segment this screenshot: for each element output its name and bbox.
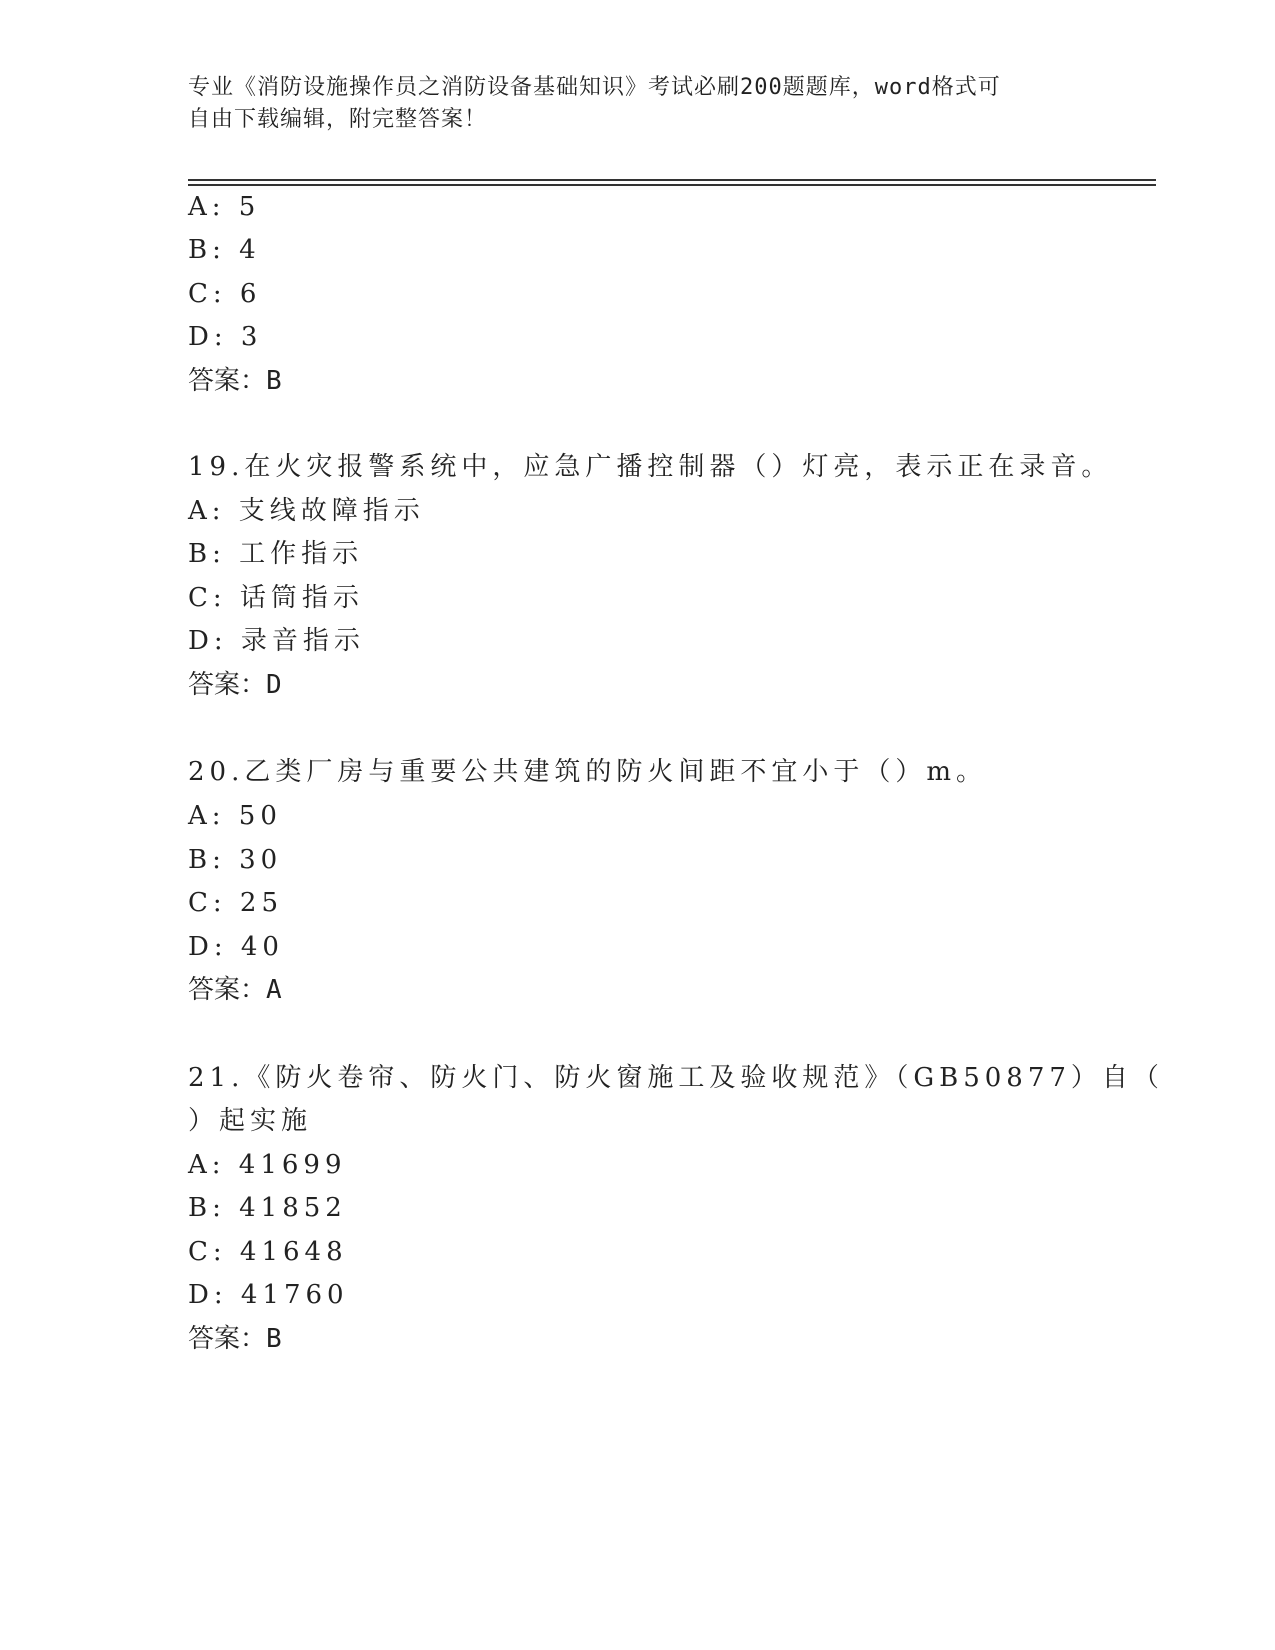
prev-option-b: B: 4	[188, 235, 261, 265]
header-line-1: 专业《消防设施操作员之消防设备基础知识》考试必刷200题题库，word格式可	[188, 75, 1001, 100]
q20-stem: 20.乙类厂房与重要公共建筑的防火间距不宜小于（）m。	[188, 757, 988, 787]
q20-option-d: D: 40	[188, 932, 284, 962]
q19-option-b: B: 工作指示	[188, 539, 364, 569]
q21-option-c: C: 41648	[188, 1237, 348, 1267]
q21-option-a: A: 41699	[188, 1150, 347, 1180]
q21-answer: 答案：B	[188, 1324, 282, 1354]
q20-answer: 答案：A	[188, 975, 282, 1005]
q19-stem: 19.在火灾报警系统中，应急广播控制器（）灯亮，表示正在录音。	[188, 452, 1113, 482]
prev-option-a: A: 5	[188, 192, 261, 222]
prev-answer: 答案：B	[188, 366, 282, 396]
q21-stem-line-2: ）起实施	[188, 1106, 313, 1136]
q20-option-a: A: 50	[188, 801, 282, 831]
q19-answer: 答案：D	[188, 670, 282, 700]
header-divider-top	[188, 179, 1156, 181]
header-line-2: 自由下载编辑，附完整答案！	[188, 107, 488, 132]
header-divider-bottom	[188, 184, 1156, 186]
q21-option-d: D: 41760	[188, 1280, 349, 1310]
q19-option-c: C: 话筒指示	[188, 583, 364, 613]
q19-option-a: A: 支线故障指示	[188, 496, 425, 526]
q20-option-b: B: 30	[188, 845, 283, 875]
q21-stem-line-1: 21.《防火卷帘、防火门、防火窗施工及验收规范》（GB50877）自（	[188, 1063, 1164, 1093]
prev-option-c: C: 6	[188, 279, 262, 309]
q20-option-c: C: 25	[188, 888, 284, 918]
document-header	[188, 72, 1068, 136]
q21-option-b: B: 41852	[188, 1193, 347, 1223]
q19-option-d: D: 录音指示	[188, 626, 365, 656]
prev-option-d: D: 3	[188, 322, 263, 352]
